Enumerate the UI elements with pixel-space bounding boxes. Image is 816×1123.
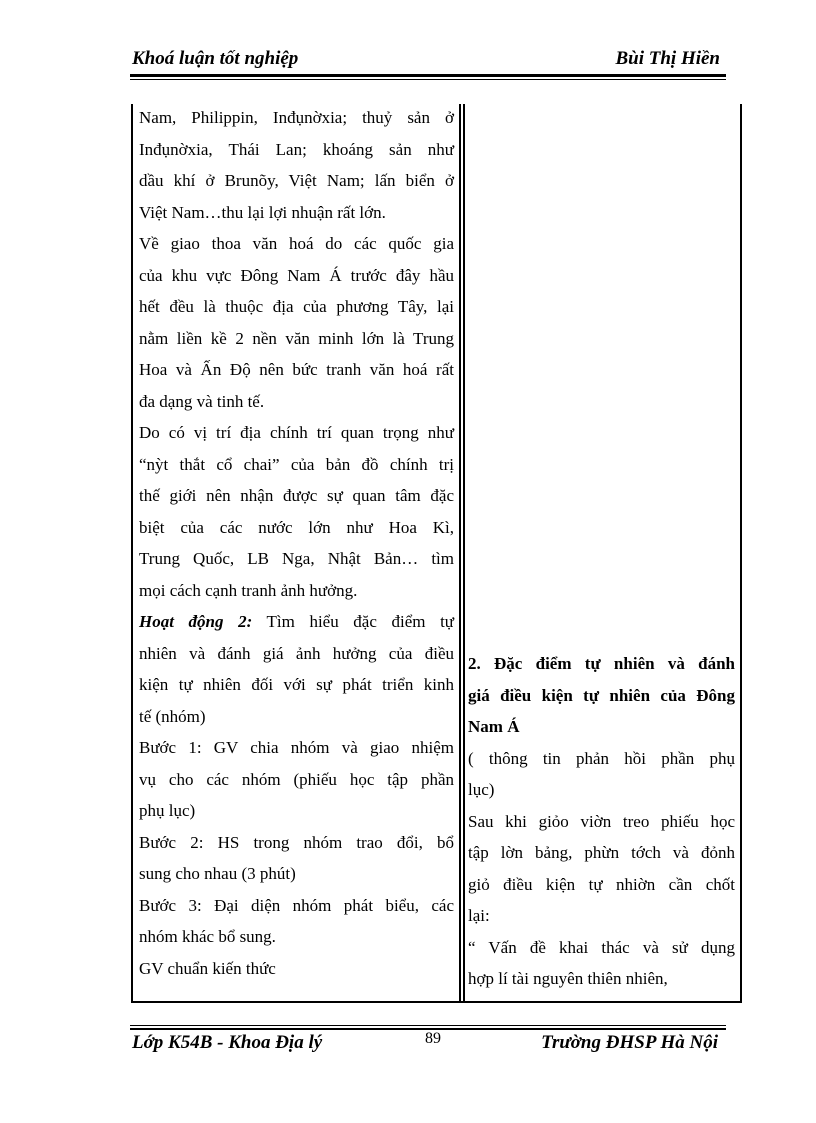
text-line: dầu khí ở Brunõy, Việt Nam; lấn biển ở [139,171,454,190]
text-line: hết đều là thuộc địa của phương Tây, lại [139,297,454,316]
footer-right: Trường ĐHSP Hà Nội [541,1032,718,1053]
text-line: Trung Quốc, LB Nga, Nhật Bản… tìm [139,549,454,568]
text-line: tế (nhóm) [139,706,206,726]
text-line: Sau khi giỏo viờn treo phiếu học [468,811,735,831]
text-line: ( thông tin phản hồi phần phụ [468,748,735,768]
text-line: của khu vực Đông Nam Á trước đây hầu [139,265,454,285]
text-line: mọi cách cạnh tranh ảnh hưởng. [139,580,358,600]
text-line: nằm liền kề 2 nền văn minh lớn là Trung [139,328,454,348]
footer-left: Lớp K54B - Khoa Địa lý [132,1032,323,1053]
table-divider [459,104,461,1002]
table-border-bottom [131,1001,742,1003]
text-line: kiện tự nhiên đối với sự phát triển kinh [139,675,454,694]
activity-line [139,606,454,638]
activity-text: Tìm hiểu đặc điểm tự [252,612,455,631]
header-rule [130,74,726,77]
text-line: GV chuẩn kiến thức [139,958,276,978]
text-line: đa dạng và tinh tế. [139,391,265,411]
text-line: vụ cho các nhóm (phiếu học tập phần [139,769,454,789]
table-border-left [131,104,133,1002]
text-line: nhóm khác bổ sung. [139,927,276,946]
text-line: biệt của các nước lớn như Hoa Kì, [139,517,454,537]
text-line: giỏ điều kiện tự nhiờn cần chốt [468,874,735,894]
text-line: nhiên và đánh giá ảnh hưởng của điều [139,643,454,663]
text-line: hợp lí tài nguyên thiên nhiên, [468,969,668,988]
text-line: Inđụnờxia, Thái Lan; khoáng sản như [139,139,454,159]
footer-rule-thin [130,1025,726,1026]
text-line: “nỳt thắt cổ chai” của bản đồ chính trị [139,454,454,474]
right-column [468,648,735,995]
activity-label: Hoạt động 2: [139,612,253,631]
section-heading-line: giá điều kiện tự nhiên của Đông [468,685,735,705]
text-line: Bước 1: GV chia nhóm và giao nhiệm [139,738,454,757]
page-number: 89 [425,1030,441,1047]
header-right: Bùi Thị Hiền [615,48,720,69]
text-line: lại: [468,906,490,925]
text-line: Bước 2: HS trong nhóm trao đổi, bổ [139,832,454,852]
text-line: lục) [468,780,495,799]
text-line: “ Vấn đề khai thác và sử dụng [468,937,735,957]
text-line: Nam, Philippin, Inđụnờxia; thuỷ sản ở [139,108,454,127]
table-border-right [740,104,742,1002]
text-line: Việt Nam…thu lại lợi nhuận rất lớn. [139,202,386,222]
section-heading-line: 2. Đặc điểm tự nhiên và đánh [468,654,735,673]
text-line: tập lờn bảng, phừn tớch và đỏnh [468,843,735,862]
text-line: thế giới nên nhận được sự quan tâm đặc [139,486,454,505]
header-rule-thin [130,79,726,80]
left-column [139,102,454,984]
header-left: Khoá luận tốt nghiệp [132,48,299,69]
table-divider-double [463,104,465,1002]
text-line: Do có vị trí địa chính trí quan trọng như [139,423,454,442]
text-line: Về giao thoa văn hoá do các quốc gia [139,234,454,253]
text-line: sung cho nhau (3 phút) [139,864,296,883]
section-heading-line: Nam Á [468,717,520,736]
text-line: Bước 3: Đại diện nhóm phát biểu, các [139,895,454,915]
text-line: phụ lục) [139,801,196,820]
text-line: Hoa và Ấn Độ nên bức tranh văn hoá rất [139,360,454,379]
